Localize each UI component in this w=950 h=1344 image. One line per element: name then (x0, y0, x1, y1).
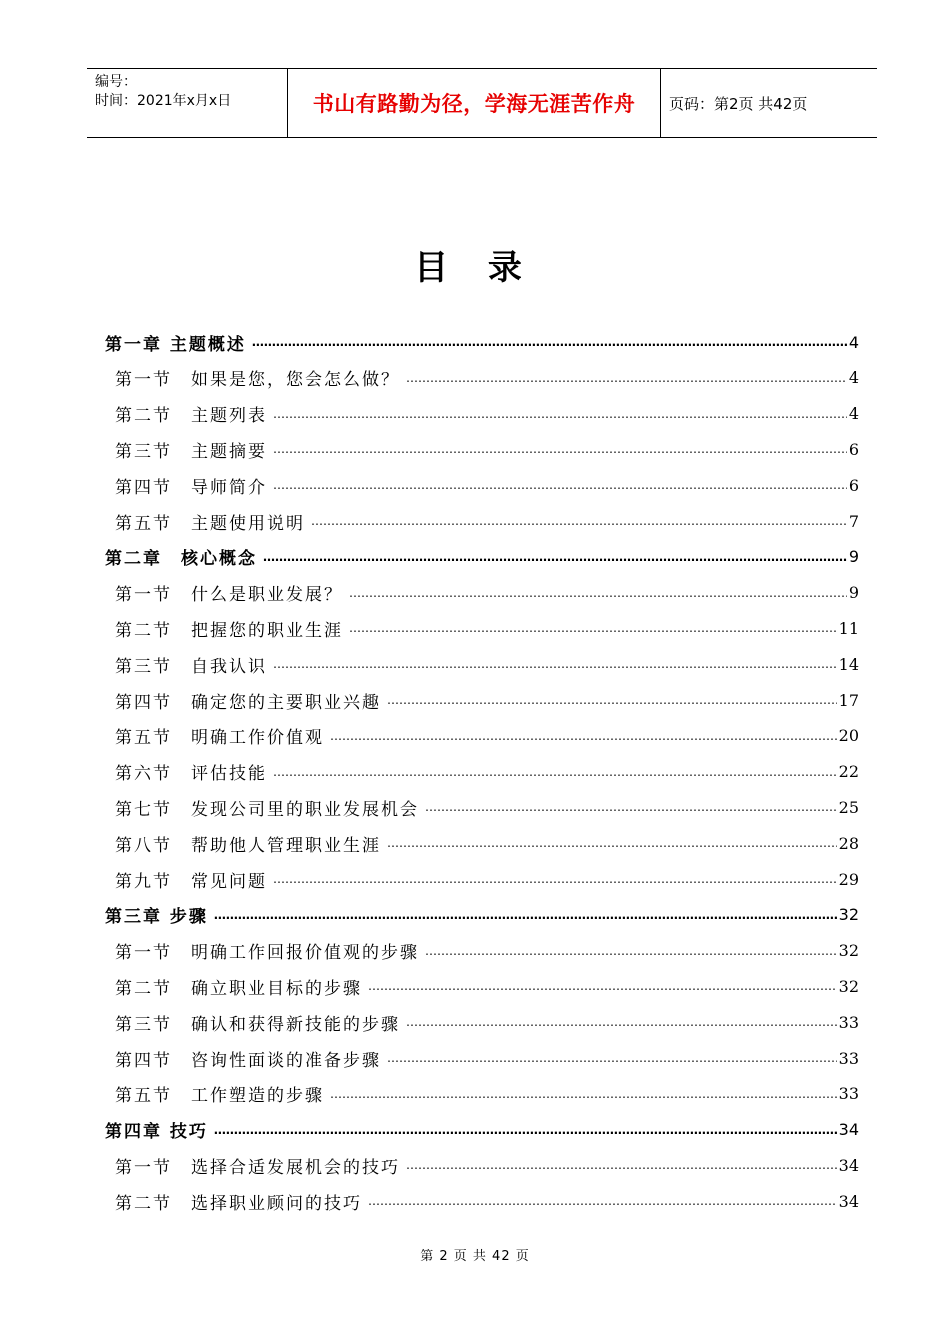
toc-entry-page-number: 9 (848, 547, 859, 567)
toc-entry-page-number: 32 (838, 905, 859, 925)
toc-entry-page-number: 6 (848, 439, 859, 459)
toc-entry-label: 第二节 把握您的职业生涯 (115, 620, 343, 641)
toc-entry-label: 第五节 工作塑造的步骤 (115, 1086, 324, 1107)
toc-entry-label: 第八节 帮助他人管理职业生涯 (115, 835, 381, 856)
toc-entry-page-number: 22 (838, 762, 859, 782)
toc-dot-leader (425, 800, 837, 814)
toc-chapter-entry[interactable] (105, 1115, 859, 1145)
toc-dot-leader (387, 1051, 837, 1065)
toc-entry-page-number: 28 (838, 833, 859, 853)
toc-section-entry[interactable] (115, 399, 859, 429)
toc-entry-page-number: 14 (838, 654, 859, 674)
toc-section-entry[interactable] (115, 1150, 859, 1180)
toc-section-entry[interactable] (115, 578, 859, 608)
toc-section-entry[interactable] (115, 1079, 859, 1109)
toc-dot-leader (214, 1123, 837, 1137)
toc-section-entry[interactable] (115, 363, 859, 393)
toc-chapter-entry[interactable] (105, 327, 859, 357)
toc-dot-leader (406, 1158, 837, 1172)
toc-entry-page-number: 33 (838, 1048, 859, 1068)
toc-section-entry[interactable] (115, 792, 859, 822)
toc-entry-label: 第五节 明确工作价值观 (115, 728, 324, 749)
toc-entry-page-number: 9 (848, 583, 859, 603)
toc-section-entry[interactable] (115, 613, 859, 643)
toc-entry-page-number: 7 (848, 511, 859, 531)
toc-dot-leader (406, 371, 847, 385)
toc-entry-label: 第四节 确定您的主要职业兴趣 (115, 692, 381, 713)
toc-entry-page-number: 4 (848, 332, 859, 352)
toc-section-entry[interactable] (115, 936, 859, 966)
toc-entry-label: 第三节 主题摘要 (115, 441, 267, 462)
toc-entry-label: 第四节 导师简介 (115, 477, 267, 498)
document-number: 编号： (95, 74, 137, 90)
toc-entry-label: 第三节 确认和获得新技能的步骤 (115, 1014, 400, 1035)
toc-section-entry[interactable] (115, 685, 859, 715)
header-page-number: 页码：第2页 共42页 (669, 94, 808, 113)
toc-entry-label: 第三节 自我认识 (115, 656, 267, 677)
toc-dot-leader (425, 944, 837, 958)
toc-dot-leader (273, 442, 847, 456)
toc-section-entry[interactable] (115, 649, 859, 679)
toc-dot-leader (349, 621, 837, 635)
toc-section-entry[interactable] (115, 1043, 859, 1073)
toc-dot-leader (330, 1087, 837, 1101)
toc-entry-label: 第六节 评估技能 (115, 764, 267, 785)
toc-entry-page-number: 20 (838, 726, 859, 746)
toc-entry-page-number: 4 (848, 368, 859, 388)
document-time: 时间：2021年x月x日 (95, 93, 232, 109)
toc-section-entry[interactable] (115, 506, 859, 536)
toc-section-entry[interactable] (115, 1186, 859, 1216)
toc-chapter-entry[interactable] (105, 900, 859, 930)
toc-entry-page-number: 17 (838, 690, 859, 710)
toc-dot-leader (406, 1015, 837, 1029)
toc-section-entry[interactable] (115, 434, 859, 464)
toc-entry-label: 第二节 主题列表 (115, 406, 267, 427)
toc-entry-page-number: 34 (838, 1120, 859, 1140)
toc-entry-label: 第九节 常见问题 (115, 871, 267, 892)
toc-section-entry[interactable] (115, 757, 859, 787)
toc-entry-label: 第二节 确立职业目标的步骤 (115, 978, 362, 999)
toc-dot-leader (330, 729, 837, 743)
toc-entry-label: 第一节 明确工作回报价值观的步骤 (115, 943, 419, 964)
header-slogan: 书山有路勤为径，学海无涯苦作舟 (288, 69, 661, 137)
toc-section-entry[interactable] (115, 470, 859, 500)
toc-entry-page-number: 34 (838, 1155, 859, 1175)
toc-dot-leader (387, 836, 837, 850)
toc-entry-page-number: 4 (848, 404, 859, 424)
toc-section-entry[interactable] (115, 971, 859, 1001)
toc-entry-label: 第四章 技巧 (105, 1122, 208, 1143)
toc-dot-leader (273, 407, 847, 421)
toc-entry-label: 第一节 如果是您，您会怎么做？ (115, 370, 400, 391)
toc-section-entry[interactable] (115, 828, 859, 858)
toc-entry-label: 第二节 选择职业顾问的技巧 (115, 1193, 362, 1214)
toc-entry-page-number: 33 (838, 1012, 859, 1032)
toc-dot-leader (252, 335, 847, 349)
toc-title: 目 录 (414, 248, 536, 288)
toc-entry-label: 第一章 主题概述 (105, 334, 246, 355)
toc-section-entry[interactable] (115, 864, 859, 894)
toc-section-entry[interactable] (115, 1007, 859, 1037)
page-footer: 第 2 页 共 42 页 (420, 1249, 530, 1264)
toc-entry-label: 第七节 发现公司里的职业发展机会 (115, 799, 419, 820)
toc-entry-label: 第一节 选择合适发展机会的技巧 (115, 1157, 400, 1178)
header-meta (87, 69, 288, 137)
toc-chapter-entry[interactable] (105, 542, 859, 572)
toc-entry-page-number: 29 (838, 869, 859, 889)
toc-entry-page-number: 25 (838, 797, 859, 817)
toc-entry-label: 第二章 核心概念 (105, 549, 257, 570)
page-header (87, 68, 877, 138)
toc-dot-leader (273, 478, 847, 492)
toc-entry-label: 第一节 什么是职业发展？ (115, 585, 343, 606)
toc-dot-leader (263, 550, 847, 564)
toc-dot-leader (387, 693, 837, 707)
toc-section-entry[interactable] (115, 721, 859, 751)
toc-dot-leader (311, 514, 847, 528)
toc-dot-leader (273, 657, 837, 671)
toc-dot-leader (273, 765, 837, 779)
toc-entry-label: 第四节 咨询性面谈的准备步骤 (115, 1050, 381, 1071)
toc-dot-leader (368, 1194, 837, 1208)
toc-dot-leader (273, 872, 837, 886)
toc-entry-page-number: 11 (838, 618, 859, 638)
toc-dot-leader (214, 908, 837, 922)
toc-entry-page-number: 33 (838, 1084, 859, 1104)
toc-entry-label: 第三章 步骤 (105, 907, 208, 928)
toc-entry-label: 第五节 主题使用说明 (115, 513, 305, 534)
toc-dot-leader (349, 586, 847, 600)
toc-dot-leader (368, 979, 837, 993)
toc-entry-page-number: 32 (838, 941, 859, 961)
toc-entry-page-number: 34 (838, 1191, 859, 1211)
toc-entry-page-number: 6 (848, 475, 859, 495)
toc-entry-page-number: 32 (838, 976, 859, 996)
